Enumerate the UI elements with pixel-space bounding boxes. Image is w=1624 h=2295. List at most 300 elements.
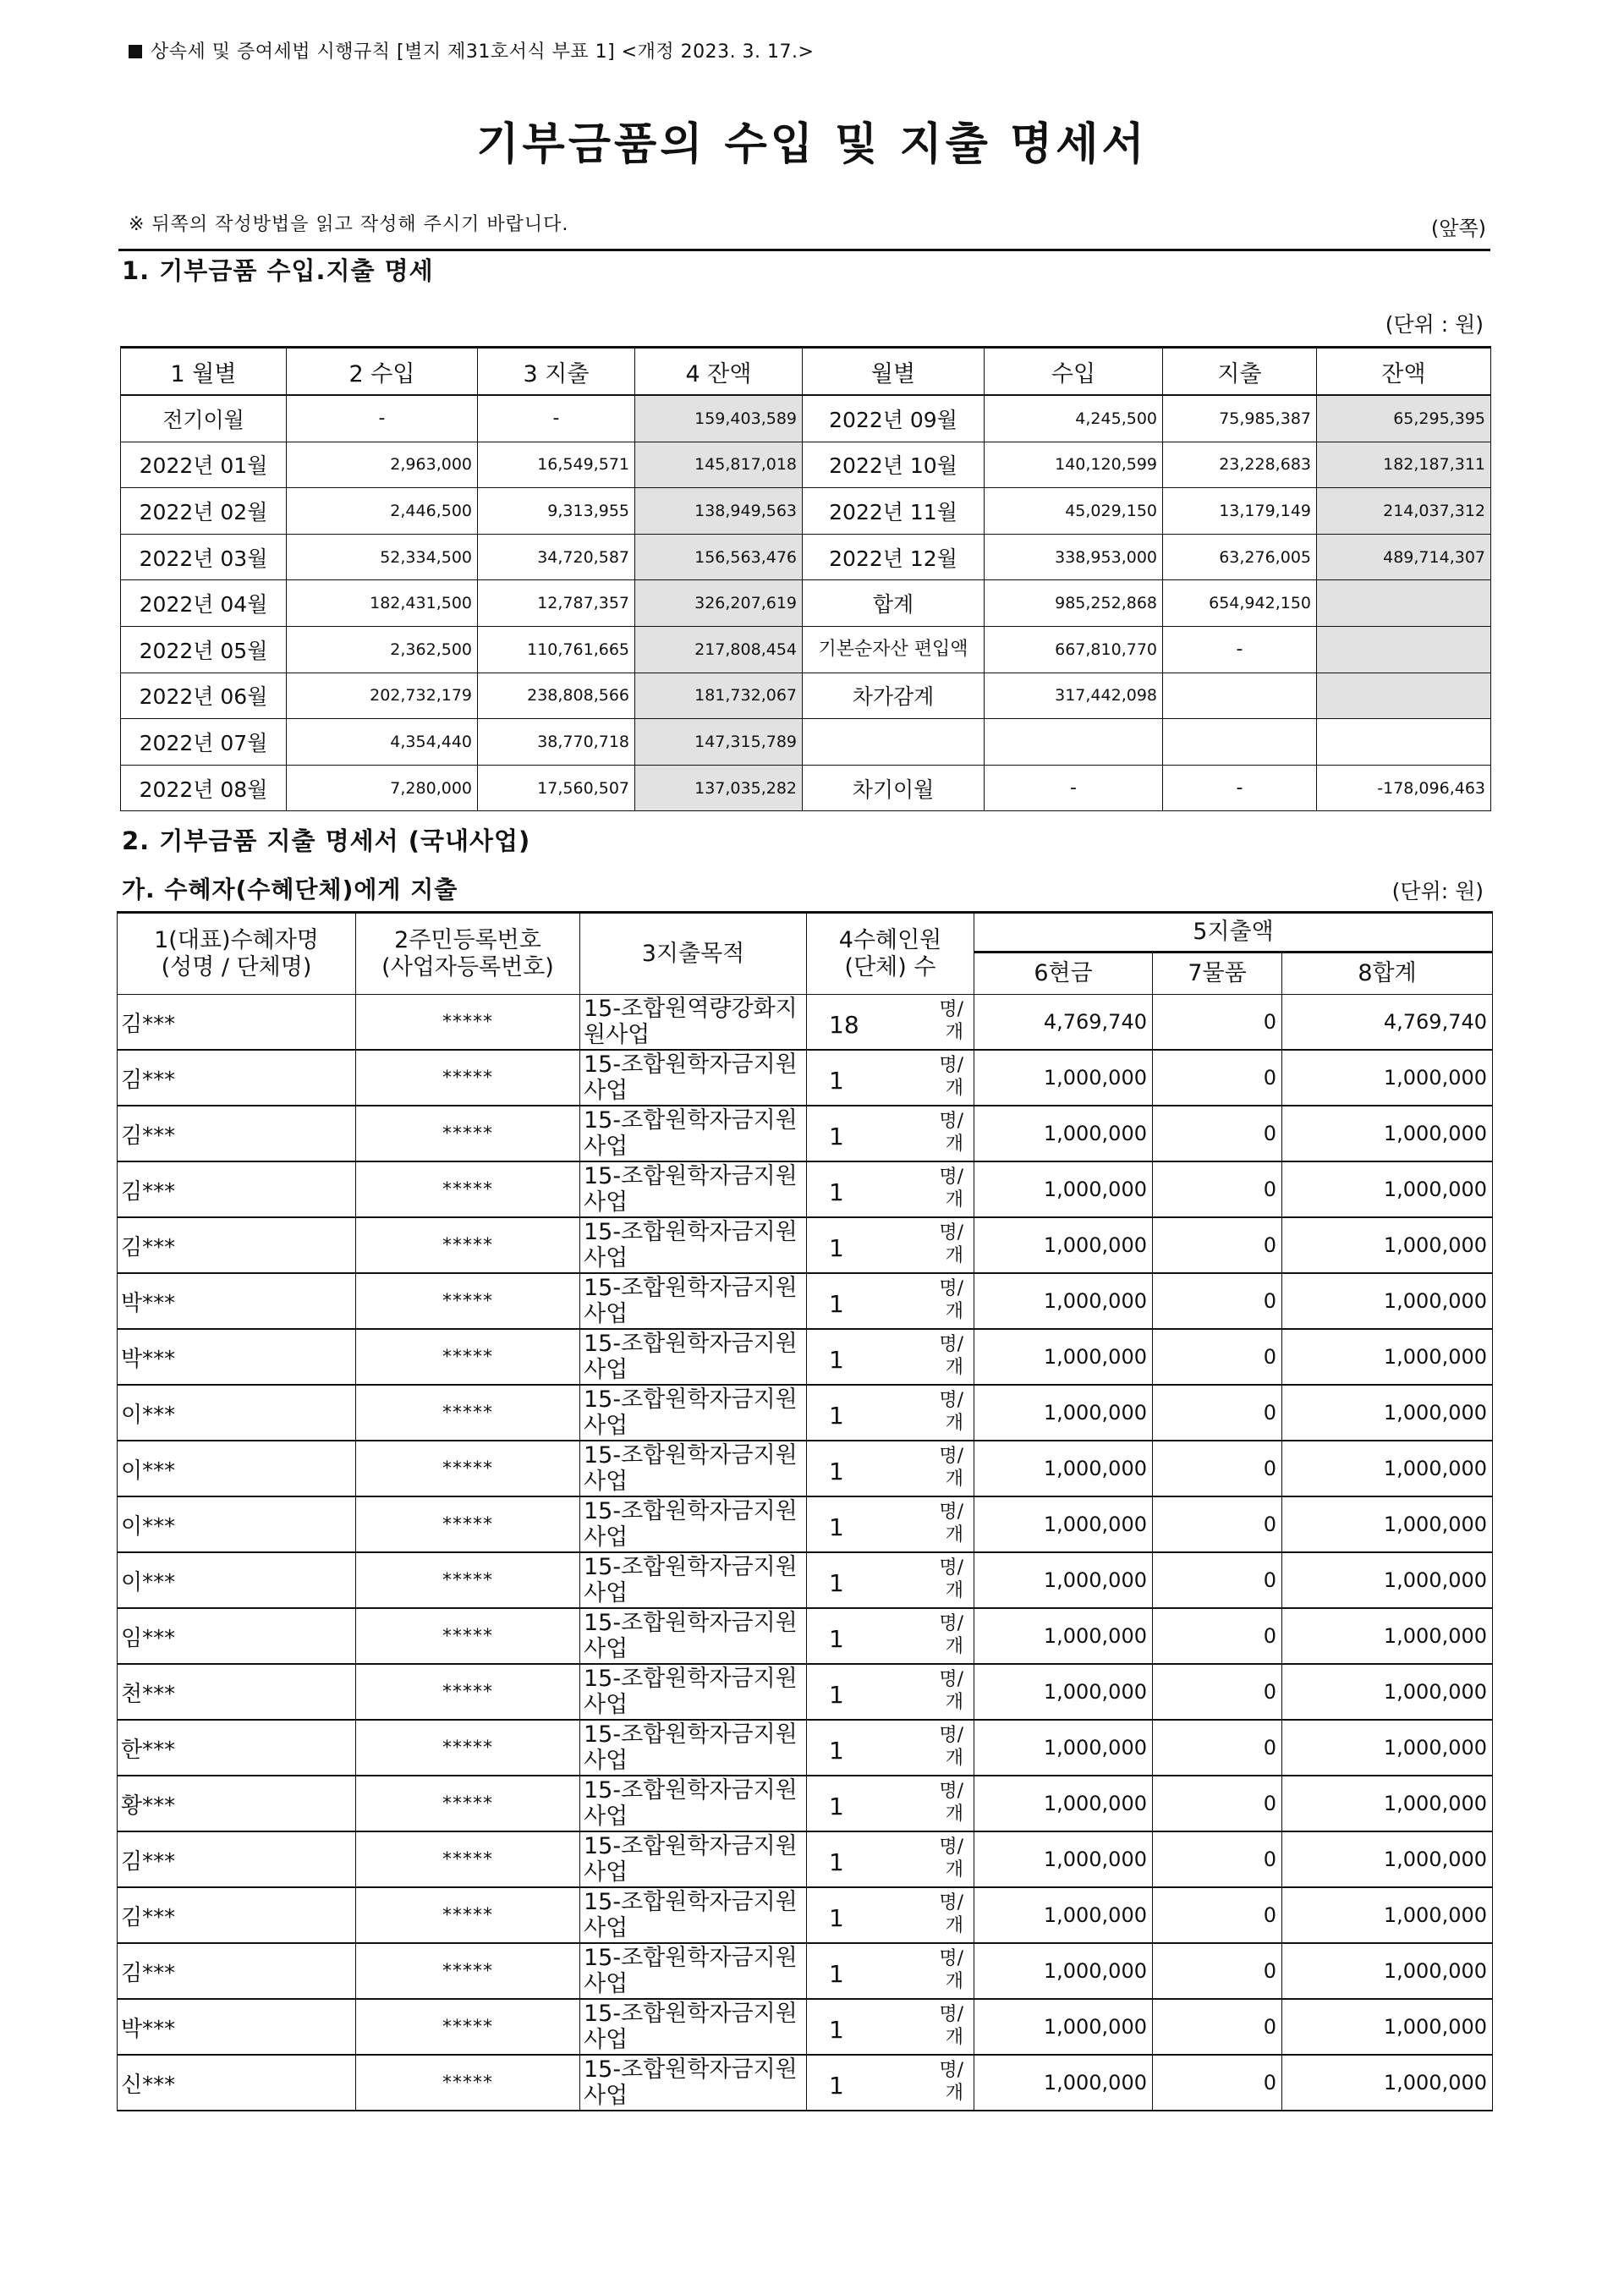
count-unit: 명/ 개: [939, 2060, 963, 2104]
recipient-name-cell: 김***: [118, 1887, 356, 1943]
table-row: [121, 626, 1491, 673]
balance-cell: [1317, 626, 1491, 673]
month-cell: 전기이월: [121, 395, 287, 442]
goods-cell: 0: [1153, 1050, 1282, 1106]
purpose-header: 3지출목적: [580, 913, 807, 995]
purpose-cell: 15-조합원학자금지원사업: [580, 1106, 807, 1161]
table-row: [118, 2055, 1493, 2111]
income-cell: -: [287, 395, 478, 442]
regno-cell: *****: [356, 1050, 580, 1106]
expense-cell: 63,276,005: [1163, 534, 1317, 580]
column-header: 수입: [985, 348, 1163, 396]
balance-cell: [1317, 719, 1491, 766]
balance-cell: 138,949,563: [635, 488, 803, 535]
recipient-name-cell: 이***: [118, 1496, 356, 1552]
count-value: 1: [829, 1401, 844, 1430]
count-unit: 명/ 개: [939, 1781, 963, 1825]
count-cell: [807, 995, 974, 1051]
count-cell: [807, 1887, 974, 1943]
regno-cell: *****: [356, 1161, 580, 1217]
table-row: [118, 1385, 1493, 1441]
count-unit: 명/ 개: [939, 999, 963, 1043]
count-value: 1: [829, 1513, 844, 1541]
expense-cell: -: [478, 395, 635, 442]
count-value: 1: [829, 1680, 844, 1709]
balance-cell: 214,037,312: [1317, 488, 1491, 535]
expense-cell: 34,720,587: [478, 534, 635, 580]
table-row: [121, 488, 1491, 535]
table-row: [118, 1106, 1493, 1161]
table-row: [118, 1273, 1493, 1329]
balance-cell: 217,808,454: [635, 626, 803, 673]
goods-cell: 0: [1153, 1887, 1282, 1943]
cash-cell: 1,000,000: [974, 1106, 1153, 1161]
goods-cell: 0: [1153, 1441, 1282, 1496]
count-cell: [807, 1943, 974, 1999]
month-cell: 2022년 12월: [803, 534, 985, 580]
balance-cell: 137,035,282: [635, 765, 803, 811]
cash-cell: 1,000,000: [974, 1161, 1153, 1217]
purpose-cell: 15-조합원학자금지원사업: [580, 1161, 807, 1217]
cash-cell: 1,000,000: [974, 1273, 1153, 1329]
total-cell: 1,000,000: [1282, 1385, 1493, 1441]
table-row: [118, 1217, 1493, 1273]
count-unit: 명/ 개: [939, 1055, 963, 1099]
balance-cell: 147,315,789: [635, 719, 803, 766]
month-cell: 2022년 06월: [121, 673, 287, 719]
regno-cell: *****: [356, 1943, 580, 1999]
count-cell: [807, 1831, 974, 1887]
total-cell: 1,000,000: [1282, 1106, 1493, 1161]
law-reference-note: [129, 37, 814, 63]
cash-cell: 1,000,000: [974, 1608, 1153, 1664]
count-cell: [807, 1608, 974, 1664]
goods-cell: 0: [1153, 1776, 1282, 1831]
count-cell: [807, 1106, 974, 1161]
regno-cell: *****: [356, 1385, 580, 1441]
month-cell: 2022년 11월: [803, 488, 985, 535]
goods-cell: 0: [1153, 1161, 1282, 1217]
month-cell: 2022년 04월: [121, 580, 287, 627]
expenditure-body: [118, 995, 1493, 2111]
table-row: [121, 765, 1491, 811]
month-cell: 2022년 09월: [803, 395, 985, 442]
balance-cell: [1317, 673, 1491, 719]
section2-title: 2. 기부금품 지출 명세서 (국내사업): [122, 826, 531, 855]
count-cell: [807, 1217, 974, 1273]
table-row: [118, 1720, 1493, 1776]
count-value: 1: [829, 1624, 844, 1653]
regno-cell: *****: [356, 1720, 580, 1776]
goods-cell: 0: [1153, 1217, 1282, 1273]
count-value: 1: [829, 1568, 844, 1597]
expense-cell: -: [1163, 626, 1317, 673]
count-unit: 명/ 개: [939, 1502, 963, 1546]
recipient-name-cell: 박***: [118, 1999, 356, 2055]
goods-cell: 0: [1153, 1106, 1282, 1161]
purpose-cell: 15-조합원학자금지원사업: [580, 2055, 807, 2111]
table-row: [118, 1943, 1493, 1999]
recipient-name-cell: 신***: [118, 2055, 356, 2111]
purpose-cell: 15-조합원학자금지원사업: [580, 1050, 807, 1106]
cash-cell: 1,000,000: [974, 1831, 1153, 1887]
table-row: [118, 1999, 1493, 2055]
income-cell: 45,029,150: [985, 488, 1163, 535]
balance-cell: 159,403,589: [635, 395, 803, 442]
count-value: 1: [829, 1066, 844, 1095]
column-header: 잔액: [1317, 348, 1491, 396]
section1-title: 1. 기부금품 수입.지출 명세: [122, 256, 434, 285]
count-unit: 명/ 개: [939, 1837, 963, 1880]
count-value: 1: [829, 1792, 844, 1820]
column-header: 1 월별: [121, 348, 287, 396]
count-cell: [807, 1664, 974, 1720]
goods-header: 7물품: [1153, 953, 1282, 995]
document-title: 기부금품의 수입 및 지출 명세서: [476, 119, 1148, 170]
balance-cell: 326,207,619: [635, 580, 803, 627]
total-cell: 1,000,000: [1282, 1273, 1493, 1329]
regno-cell: *****: [356, 1608, 580, 1664]
instruction-note: ※ 뒤쪽의 작성방법을 읽고 작성해 주시기 바랍니다.: [129, 214, 569, 235]
cash-cell: 4,769,740: [974, 995, 1153, 1051]
count-unit: 명/ 개: [939, 1613, 963, 1657]
count-cell: [807, 1776, 974, 1831]
income-cell: 202,732,179: [287, 673, 478, 719]
month-cell: 2022년 03월: [121, 534, 287, 580]
column-header: 지출: [1163, 348, 1317, 396]
regno-cell: *****: [356, 1496, 580, 1552]
table-header-row: [121, 348, 1491, 396]
count-unit: 명/ 개: [939, 1222, 963, 1266]
income-cell: 7,280,000: [287, 765, 478, 811]
table-row: [121, 395, 1491, 442]
expenditure-table: [117, 911, 1493, 2111]
count-header: 4수혜인원 (단체) 수: [807, 913, 974, 995]
goods-cell: 0: [1153, 1608, 1282, 1664]
goods-cell: 0: [1153, 1552, 1282, 1608]
cash-cell: 1,000,000: [974, 1999, 1153, 2055]
cash-cell: 1,000,000: [974, 1552, 1153, 1608]
law-reference-text: 상속세 및 증여세법 시행규칙 [별지 제31호서식 부표 1] <개정 2023. 3. 17.>: [151, 41, 815, 63]
total-cell: 1,000,000: [1282, 1552, 1493, 1608]
count-value: 1: [829, 1345, 844, 1374]
cash-cell: 1,000,000: [974, 1720, 1153, 1776]
goods-cell: 0: [1153, 1329, 1282, 1385]
purpose-cell: 15-조합원학자금지원사업: [580, 1776, 807, 1831]
income-cell: -: [985, 765, 1163, 811]
total-cell: 1,000,000: [1282, 1831, 1493, 1887]
recipient-name-cell: 김***: [118, 1161, 356, 1217]
table-header-row: [118, 913, 1493, 953]
count-value: 1: [829, 1736, 844, 1765]
table-row: [118, 1664, 1493, 1720]
expense-cell: [1163, 673, 1317, 719]
count-cell: [807, 1329, 974, 1385]
regno-cell: *****: [356, 1831, 580, 1887]
goods-cell: 0: [1153, 995, 1282, 1051]
recipient-name-cell: 임***: [118, 1608, 356, 1664]
month-cell: 기본순자산 편입액: [803, 626, 985, 673]
black-square-icon: [129, 45, 142, 58]
expense-cell: 38,770,718: [478, 719, 635, 766]
table-row: [118, 1776, 1493, 1831]
purpose-cell: 15-조합원학자금지원사업: [580, 1496, 807, 1552]
cash-header: 6현금: [974, 953, 1153, 995]
income-cell: 2,963,000: [287, 442, 478, 488]
cash-cell: 1,000,000: [974, 1664, 1153, 1720]
regno-cell: *****: [356, 2055, 580, 2111]
expense-cell: [1163, 719, 1317, 766]
income-expense-table: [120, 346, 1491, 811]
expense-cell: 12,787,357: [478, 580, 635, 627]
regno-cell: *****: [356, 1106, 580, 1161]
count-value: 1: [829, 1848, 844, 1876]
month-cell: 2022년 01월: [121, 442, 287, 488]
purpose-cell: 15-조합원학자금지원사업: [580, 1329, 807, 1385]
expense-cell: 654,942,150: [1163, 580, 1317, 627]
income-cell: 182,431,500: [287, 580, 478, 627]
month-cell: 합계: [803, 580, 985, 627]
count-value: 18: [829, 1010, 859, 1039]
balance-cell: 65,295,395: [1317, 395, 1491, 442]
purpose-cell: 15-조합원학자금지원사업: [580, 1664, 807, 1720]
purpose-cell: 15-조합원학자금지원사업: [580, 1385, 807, 1441]
balance-cell: 181,732,067: [635, 673, 803, 719]
regno-header: 2주민등록번호 (사업자등록번호): [356, 913, 580, 995]
column-header: 4 잔액: [635, 348, 803, 396]
count-value: 1: [829, 1122, 844, 1150]
income-cell: 2,362,500: [287, 626, 478, 673]
table-row: [118, 1887, 1493, 1943]
table-row: [121, 719, 1491, 766]
total-cell: 1,000,000: [1282, 1050, 1493, 1106]
count-cell: [807, 1552, 974, 1608]
count-unit: 명/ 개: [939, 1669, 963, 1713]
total-cell: 1,000,000: [1282, 1943, 1493, 1999]
table-row: [118, 1050, 1493, 1106]
count-cell: [807, 1720, 974, 1776]
income-cell: 4,354,440: [287, 719, 478, 766]
count-cell: [807, 1496, 974, 1552]
purpose-cell: 15-조합원역량강화지원사업: [580, 995, 807, 1051]
total-cell: 1,000,000: [1282, 1608, 1493, 1664]
table-row: [118, 995, 1493, 1051]
income-cell: 338,953,000: [985, 534, 1163, 580]
total-cell: 1,000,000: [1282, 1720, 1493, 1776]
total-cell: 1,000,000: [1282, 1776, 1493, 1831]
count-unit: 명/ 개: [939, 1278, 963, 1322]
table-row: [121, 580, 1491, 627]
table-row: [118, 1441, 1493, 1496]
count-unit: 명/ 개: [939, 1446, 963, 1490]
recipient-name-cell: 한***: [118, 1720, 356, 1776]
income-cell: [985, 719, 1163, 766]
count-cell: [807, 1161, 974, 1217]
month-cell: 2022년 08월: [121, 765, 287, 811]
recipient-name-cell: 이***: [118, 1552, 356, 1608]
total-header: 8합계: [1282, 953, 1493, 995]
divider: [118, 249, 1490, 251]
table-row: [118, 1552, 1493, 1608]
count-value: 1: [829, 2071, 844, 2100]
total-cell: 1,000,000: [1282, 1161, 1493, 1217]
balance-cell: 156,563,476: [635, 534, 803, 580]
regno-cell: *****: [356, 1999, 580, 2055]
month-cell: 차기이월: [803, 765, 985, 811]
table-row: [121, 673, 1491, 719]
cash-cell: 1,000,000: [974, 1217, 1153, 1273]
recipient-header: 1(대표)수혜자명 (성명 / 단체명): [118, 913, 356, 995]
column-header: 2 수입: [287, 348, 478, 396]
count-value: 1: [829, 1903, 844, 1932]
regno-cell: *****: [356, 1664, 580, 1720]
recipient-name-cell: 김***: [118, 1217, 356, 1273]
page-side-label: (앞쪽): [1430, 217, 1486, 240]
expense-cell: -: [1163, 765, 1317, 811]
cash-cell: 1,000,000: [974, 1441, 1153, 1496]
cash-cell: 1,000,000: [974, 1385, 1153, 1441]
purpose-cell: 15-조합원학자금지원사업: [580, 1887, 807, 1943]
recipient-name-cell: 김***: [118, 1106, 356, 1161]
table-row: [121, 442, 1491, 488]
cash-cell: 1,000,000: [974, 1887, 1153, 1943]
income-cell: 4,245,500: [985, 395, 1163, 442]
goods-cell: 0: [1153, 1385, 1282, 1441]
income-cell: 52,334,500: [287, 534, 478, 580]
goods-cell: 0: [1153, 1496, 1282, 1552]
count-unit: 명/ 개: [939, 1167, 963, 1211]
count-cell: [807, 1273, 974, 1329]
table-row: [118, 1161, 1493, 1217]
recipient-name-cell: 박***: [118, 1273, 356, 1329]
month-cell: [803, 719, 985, 766]
expense-cell: 23,228,683: [1163, 442, 1317, 488]
month-cell: 차가감계: [803, 673, 985, 719]
count-unit: 명/ 개: [939, 2004, 963, 2048]
recipient-name-cell: 김***: [118, 1943, 356, 1999]
month-cell: 2022년 07월: [121, 719, 287, 766]
count-unit: 명/ 개: [939, 1557, 963, 1601]
regno-cell: *****: [356, 1441, 580, 1496]
expense-cell: 238,808,566: [478, 673, 635, 719]
purpose-cell: 15-조합원학자금지원사업: [580, 1608, 807, 1664]
regno-cell: *****: [356, 1776, 580, 1831]
income-cell: 667,810,770: [985, 626, 1163, 673]
month-cell: 2022년 02월: [121, 488, 287, 535]
expense-cell: 17,560,507: [478, 765, 635, 811]
total-cell: 1,000,000: [1282, 1887, 1493, 1943]
income-cell: 985,252,868: [985, 580, 1163, 627]
count-value: 1: [829, 1178, 844, 1206]
total-cell: 1,000,000: [1282, 1999, 1493, 2055]
total-cell: 1,000,000: [1282, 1496, 1493, 1552]
table-row: [118, 1329, 1493, 1385]
cash-cell: 1,000,000: [974, 1496, 1153, 1552]
goods-cell: 0: [1153, 1273, 1282, 1329]
cash-cell: 1,000,000: [974, 2055, 1153, 2111]
goods-cell: 0: [1153, 1999, 1282, 2055]
goods-cell: 0: [1153, 2055, 1282, 2111]
income-cell: 140,120,599: [985, 442, 1163, 488]
count-cell: [807, 2055, 974, 2111]
cash-cell: 1,000,000: [974, 1050, 1153, 1106]
month-cell: 2022년 10월: [803, 442, 985, 488]
count-value: 1: [829, 1233, 844, 1262]
income-expense-body: [121, 395, 1491, 811]
count-cell: [807, 1050, 974, 1106]
count-unit: 명/ 개: [939, 1892, 963, 1936]
expense-cell: 9,313,955: [478, 488, 635, 535]
cash-cell: 1,000,000: [974, 1329, 1153, 1385]
goods-cell: 0: [1153, 1831, 1282, 1887]
recipient-name-cell: 황***: [118, 1776, 356, 1831]
table-row: [121, 534, 1491, 580]
expense-cell: 110,761,665: [478, 626, 635, 673]
goods-cell: 0: [1153, 1720, 1282, 1776]
recipient-name-cell: 김***: [118, 1050, 356, 1106]
expense-cell: 13,179,149: [1163, 488, 1317, 535]
regno-cell: *****: [356, 1887, 580, 1943]
count-value: 1: [829, 2015, 844, 2044]
count-unit: 명/ 개: [939, 1334, 963, 1378]
purpose-cell: 15-조합원학자금지원사업: [580, 1831, 807, 1887]
income-cell: 2,446,500: [287, 488, 478, 535]
balance-cell: -178,096,463: [1317, 765, 1491, 811]
purpose-cell: 15-조합원학자금지원사업: [580, 1943, 807, 1999]
expense-cell: 16,549,571: [478, 442, 635, 488]
regno-cell: *****: [356, 1329, 580, 1385]
expense-cell: 75,985,387: [1163, 395, 1317, 442]
table-row: [118, 1608, 1493, 1664]
count-value: 1: [829, 1289, 844, 1318]
balance-cell: 182,187,311: [1317, 442, 1491, 488]
table-row: [118, 1496, 1493, 1552]
month-cell: 2022년 05월: [121, 626, 287, 673]
amount-header: 5지출액: [974, 913, 1493, 953]
goods-cell: 0: [1153, 1664, 1282, 1720]
count-cell: [807, 1385, 974, 1441]
total-cell: 1,000,000: [1282, 2055, 1493, 2111]
purpose-cell: 15-조합원학자금지원사업: [580, 1720, 807, 1776]
count-unit: 명/ 개: [939, 1725, 963, 1769]
count-unit: 명/ 개: [939, 1948, 963, 1992]
goods-cell: 0: [1153, 1943, 1282, 1999]
column-header: 월별: [803, 348, 985, 396]
regno-cell: *****: [356, 995, 580, 1051]
section2-subtitle: 가. 수혜자(수혜단체)에게 지출: [122, 876, 458, 903]
regno-cell: *****: [356, 1273, 580, 1329]
recipient-name-cell: 이***: [118, 1385, 356, 1441]
regno-cell: *****: [356, 1552, 580, 1608]
purpose-cell: 15-조합원학자금지원사업: [580, 1217, 807, 1273]
column-header: 3 지출: [478, 348, 635, 396]
recipient-name-cell: 천***: [118, 1664, 356, 1720]
income-cell: 317,442,098: [985, 673, 1163, 719]
cash-cell: 1,000,000: [974, 1776, 1153, 1831]
count-value: 1: [829, 1457, 844, 1485]
cash-cell: 1,000,000: [974, 1943, 1153, 1999]
recipient-name-cell: 김***: [118, 1831, 356, 1887]
purpose-cell: 15-조합원학자금지원사업: [580, 1552, 807, 1608]
count-unit: 명/ 개: [939, 1390, 963, 1434]
section1-unit: (단위 : 원): [1385, 312, 1484, 337]
recipient-name-cell: 박***: [118, 1329, 356, 1385]
total-cell: 4,769,740: [1282, 995, 1493, 1051]
balance-cell: [1317, 580, 1491, 627]
balance-cell: 489,714,307: [1317, 534, 1491, 580]
recipient-name-cell: 이***: [118, 1441, 356, 1496]
count-cell: [807, 1999, 974, 2055]
